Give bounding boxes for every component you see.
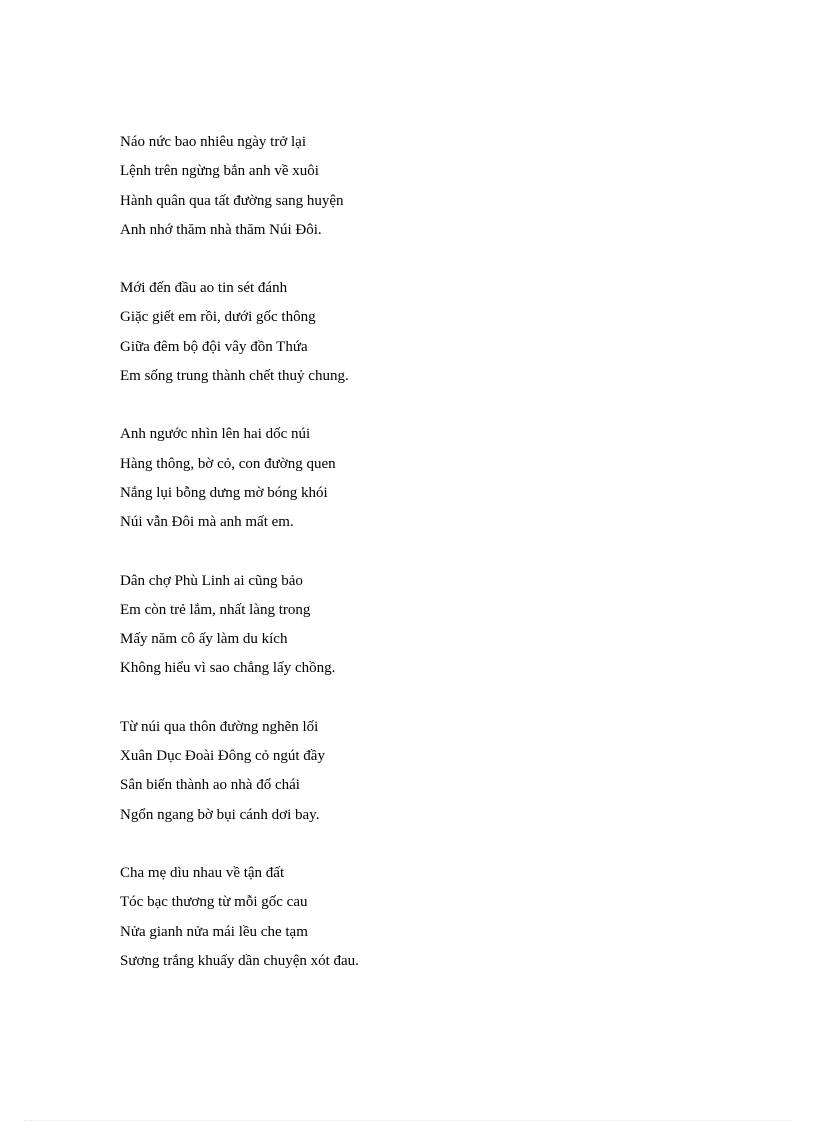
poem-line: Ngổn ngang bờ bụi cánh dơi bay. — [120, 806, 320, 823]
poem-line: Mấy năm cô ấy làm du kích — [120, 631, 288, 648]
poem-line: Náo nức bao nhiêu ngày trở lại — [120, 134, 307, 150]
poem-line: Dân chợ Phù Linh ai cũng bảo — [120, 572, 303, 589]
stanza-3 — [120, 420, 680, 537]
poem-line: Anh nhớ thăm nhà thăm Núi Đôi. — [120, 221, 322, 238]
poem-line: Hành quân qua tất đường sang huyện — [120, 192, 344, 209]
poem-line: Núi vẫn Đôi mà anh mất em. — [120, 514, 294, 531]
poem-line: Sân biến thành ao nhà đổ chái — [120, 777, 300, 794]
stanza-4 — [120, 567, 680, 684]
poem-line: Từ núi qua thôn đường nghẽn lối — [120, 718, 319, 735]
poem-line: Em sống trung thành chết thuỷ chung. — [120, 368, 349, 385]
poem-line: Cha mẹ dìu nhau về tận đất — [120, 864, 285, 881]
poem-line: Xuân Dục Đoài Đông cỏ ngút đầy — [120, 748, 325, 765]
poem-line: Giữa đêm bộ đội vây đồn Thứa — [120, 338, 308, 355]
poem-line: Nắng lụi bỗng dưng mờ bóng khói — [120, 484, 328, 501]
stanza-5 — [120, 713, 680, 830]
poem-line: Em còn trẻ lắm, nhất làng trong — [120, 601, 311, 618]
stanza-1 — [120, 128, 680, 245]
poem-line: Mới đến đầu ao tin sét đánh — [120, 280, 288, 297]
stanza-6 — [120, 859, 680, 976]
poem-line: Hàng thông, bờ cỏ, con đường quen — [120, 455, 336, 472]
poem-line: Tóc bạc thương từ mỗi gốc cau — [120, 894, 308, 911]
poem-line: Lệnh trên ngừng bắn anh về xuôi — [120, 163, 319, 180]
poem-body — [120, 128, 680, 1005]
page-bottom-divider — [24, 1120, 792, 1121]
poem-line: Sương trắng khuấy dần chuyện xót đau. — [120, 952, 359, 969]
poem-line: Nửa gianh nửa mái lều che tạm — [120, 923, 308, 940]
stanza-2 — [120, 274, 680, 391]
poem-line: Không hiểu vì sao chẳng lấy chồng. — [120, 660, 336, 677]
poem-line: Giặc giết em rồi, dưới gốc thông — [120, 309, 316, 326]
poem-line: Anh ngước nhìn lên hai dốc núi — [120, 426, 311, 443]
